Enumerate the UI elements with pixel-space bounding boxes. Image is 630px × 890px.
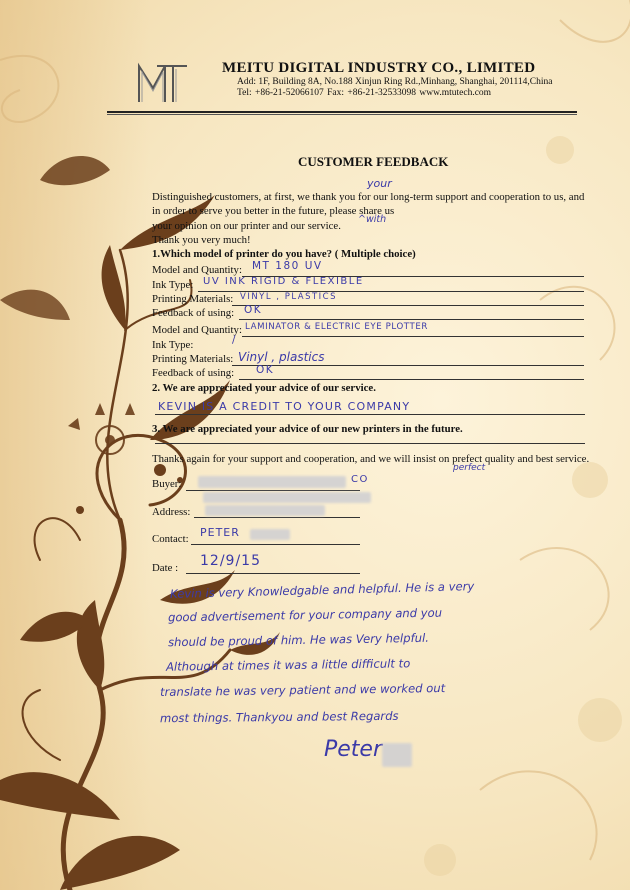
materials-answer-1: VINYL , PLASTICS	[240, 292, 338, 302]
service-advice-line	[155, 414, 585, 415]
intro-line-2: in order to serve you better in the future, please share us	[152, 205, 395, 217]
model-label-1: Model and Quantity:	[152, 264, 242, 276]
date-value: 12/9/15	[200, 553, 261, 569]
header-divider	[107, 111, 577, 113]
service-advice-answer: KEVIN IS A CREDIT TO YOUR COMPANY	[158, 400, 411, 413]
handwritten-correction-your: your	[367, 177, 392, 190]
intro-line-3: your opinion on our printer and our service.	[152, 220, 341, 232]
materials-label-2: Printing Materials:	[152, 353, 234, 365]
redacted-address-line-1	[203, 492, 371, 503]
comment-line-4: Although at times it was a little difficult to	[165, 656, 411, 674]
address-label: Address:	[152, 506, 191, 518]
feedback-answer-1: OK	[244, 304, 263, 316]
printer-advice-line	[155, 443, 585, 444]
model-answer-1: MT 180 UV	[252, 260, 323, 272]
buyer-label: Buyer:	[152, 478, 182, 490]
intro-line-1: Distinguished customers, at first, we thank you for our long-term support and cooperation to us, and	[152, 191, 585, 203]
company-logo	[133, 58, 193, 108]
ink-answer-2: /	[232, 334, 238, 346]
form-title: CUSTOMER FEEDBACK	[298, 154, 449, 169]
feedback-field-line-2	[239, 379, 584, 380]
contact-label: Contact:	[152, 533, 189, 545]
intro-line-4: Thank you very much!	[152, 234, 251, 246]
ink-label-2: Ink Type:	[152, 339, 194, 351]
redacted-signature-surname	[382, 743, 412, 767]
model-answer-2: LAMINATOR & ELECTRIC EYE PLOTTER	[245, 322, 428, 332]
header-divider-thin	[107, 114, 577, 115]
comment-line-1: Kevin is very Knowledgable and helpful. He is a very	[169, 579, 475, 601]
ink-label-1: Ink Type:	[152, 279, 194, 291]
address-field-line	[194, 517, 360, 518]
question-1: 1.Which model of printer do you have? ( Multiple choice)	[152, 248, 416, 260]
comment-line-2: good advertisement for your company and you	[167, 605, 443, 625]
materials-answer-2: Vinyl , plastics	[238, 350, 325, 364]
company-address: Add: 1F, Building 8A, No.188 Xinjun Ring Rd.,Minhang, Shanghai, 201114,China	[237, 77, 553, 87]
feedback-label-2: Feedback of using:	[152, 367, 235, 379]
materials-field-line-2	[232, 365, 584, 366]
ink-answer-1: UV INK RIGID & FLEXIBLE	[203, 276, 364, 287]
contact-field-line	[191, 544, 360, 545]
materials-field-line-1	[232, 305, 584, 306]
comment-line-5: translate he was very patient and we worked out	[159, 681, 446, 699]
handwritten-correction-perfect: perfect	[453, 463, 486, 473]
date-field-line	[186, 573, 360, 574]
redacted-buyer-name	[198, 476, 346, 488]
comment-line-3: should be proud of him. He was Very helpful.	[167, 630, 430, 650]
company-name: MEITU DIGITAL INDUSTRY CO., LIMITED	[222, 60, 536, 76]
signature: Peter	[324, 737, 383, 762]
redacted-address-line-2	[205, 505, 325, 516]
materials-label-1: Printing Materials:	[152, 293, 234, 305]
buyer-suffix: CO	[351, 474, 369, 485]
handwritten-correction-with: ^with	[358, 214, 387, 225]
feedback-label-1: Feedback of using:	[152, 307, 235, 319]
company-contact-line: Tel: +86-21-52066107 Fax: +86-21-32533098 www.mtutech.com	[237, 88, 492, 98]
question-2: 2. We are appreciated your advice of our service.	[152, 382, 376, 394]
feedback-field-line-1	[239, 319, 584, 320]
model-field-line-2	[242, 336, 584, 337]
redacted-contact-surname	[250, 529, 290, 540]
question-3: 3. We are appreciated your advice of our new printers in the future.	[152, 423, 463, 435]
comment-line-6: most things. Thankyou and best Regards	[159, 708, 399, 726]
model-label-2: Model and Quantity:	[152, 324, 242, 336]
buyer-field-line	[186, 490, 360, 491]
date-label: Date :	[152, 562, 179, 574]
feedback-answer-2: OK	[256, 364, 275, 376]
closing-thanks: Thanks again for your support and cooperation, and we will insist on prefect quality and best service.	[152, 453, 590, 465]
contact-name: PETER	[200, 526, 240, 539]
